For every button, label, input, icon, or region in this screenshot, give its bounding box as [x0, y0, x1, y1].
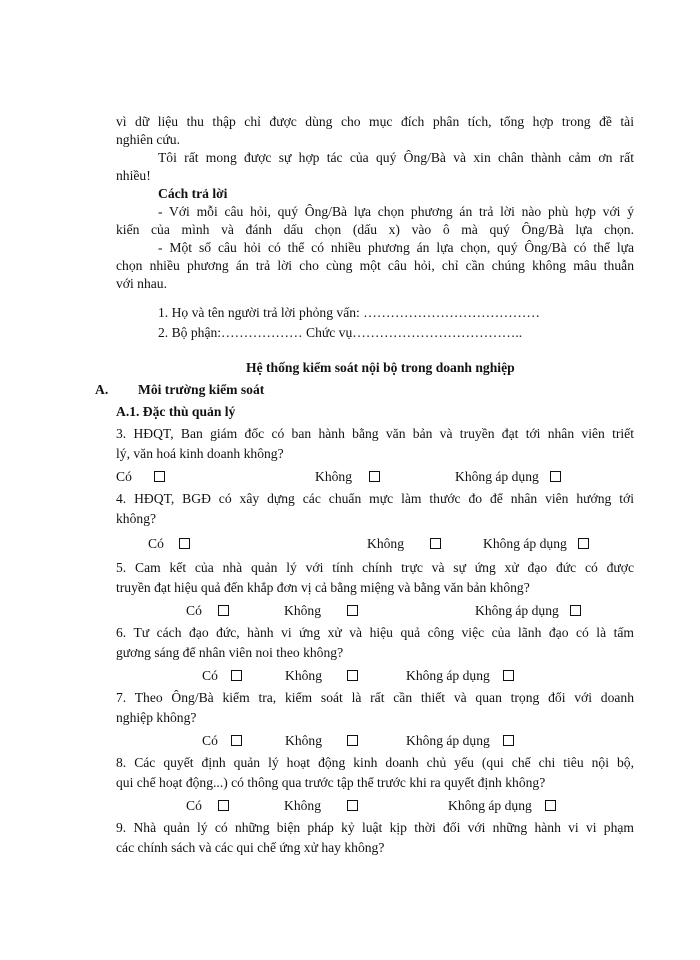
question-4: 4. HĐQT, BGĐ có xây dựng các chuẩn mực làm thước đo để nhân viên hướng tới [116, 491, 634, 506]
question-7: 7. Theo Ông/Bà kiểm tra, kiểm soát là rất cần thiết và quan trọng đối với doanh [116, 690, 634, 705]
option-label: Không áp dụng [406, 733, 490, 748]
checkbox-icon[interactable] [347, 670, 358, 681]
q3-option-na[interactable] [455, 468, 561, 486]
checkbox-icon[interactable] [503, 670, 514, 681]
option-label: Không [367, 536, 405, 551]
checkbox-icon[interactable] [550, 471, 561, 482]
checkbox-icon[interactable] [231, 735, 242, 746]
question-5: 5. Cam kết của nhà quản lý với tính chính trực và sự ứng xử đạo đức có được [116, 560, 634, 575]
option-label: Không áp dụng [475, 603, 559, 618]
option-label: Có [202, 733, 218, 748]
checkbox-icon[interactable] [154, 471, 165, 482]
section-letter: A. [95, 382, 109, 397]
answer-guide-text: - Với mỗi câu hỏi, quý Ông/Bà lựa chọn phương án trả lời nào phù hợp với ý [158, 204, 634, 219]
respondent-name-field[interactable]: 1. Họ và tên người trả lời phỏng vấn: ………………………………… [158, 305, 540, 320]
checkbox-icon[interactable] [430, 538, 441, 549]
question-4: không? [116, 511, 157, 526]
option-label: Có [116, 469, 132, 484]
thanks-text: Tôi rất mong được sự hợp tác của quý Ông/Bà và xin chân thành cảm ơn rất [158, 150, 634, 165]
q8-option-no[interactable] [284, 797, 358, 815]
intro-text: vì dữ liệu thu thập chỉ được dùng cho mục đích phân tích, tổng hợp trong đề tài [116, 114, 634, 129]
question-3: lý, văn hoá kinh doanh không? [116, 446, 284, 461]
checkbox-icon[interactable] [218, 800, 229, 811]
option-label: Có [148, 536, 164, 551]
q4-option-yes[interactable] [148, 535, 190, 553]
q6-option-na[interactable] [406, 667, 514, 685]
q3-option-yes[interactable] [116, 468, 165, 486]
option-label: Có [186, 798, 202, 813]
answer-guide-text: kiến của mình và đánh dấu chọn (dấu x) vào ô mà quý Ông/Bà lựa chọn. [116, 222, 634, 237]
question-8: 8. Các quyết định quản lý hoạt động kinh doanh chủ yếu (qui chế chi tiêu nội bộ, [116, 755, 634, 770]
checkbox-icon[interactable] [347, 800, 358, 811]
option-label: Không [284, 798, 322, 813]
option-label: Không [285, 668, 323, 683]
checkbox-icon[interactable] [231, 670, 242, 681]
answer-guide-text: chọn nhiều phương án trả lời cho cùng một câu hỏi, chỉ cần chúng không mâu thuẫn [116, 258, 634, 273]
q8-option-na[interactable] [448, 797, 556, 815]
option-label: Không [315, 469, 353, 484]
checkbox-icon[interactable] [179, 538, 190, 549]
option-label: Có [186, 603, 202, 618]
section-heading: Hệ thống kiểm soát nội bộ trong doanh nghiệp [246, 360, 515, 375]
q6-option-no[interactable] [285, 667, 358, 685]
q7-option-yes[interactable] [202, 732, 242, 750]
question-9: 9. Nhà quản lý có những biện pháp kỷ luật kịp thời đối với những hành vi vi phạm [116, 820, 634, 835]
option-label: Không áp dụng [455, 469, 539, 484]
section-title: Môi trường kiểm soát [138, 382, 265, 397]
option-label: Không áp dụng [483, 536, 567, 551]
question-6: gương sáng để nhân viên noi theo không? [116, 645, 344, 660]
q3-option-no[interactable] [315, 468, 380, 486]
checkbox-icon[interactable] [570, 605, 581, 616]
checkbox-icon[interactable] [369, 471, 380, 482]
answer-guide-title: Cách trả lời [158, 186, 228, 201]
q5-option-no[interactable] [284, 602, 358, 620]
option-label: Không [285, 733, 323, 748]
question-8: qui chế hoạt động...) có thông qua trước tập thể trước khi ra quyết định không? [116, 775, 546, 790]
q8-option-yes[interactable] [186, 797, 229, 815]
q4-option-no[interactable] [367, 535, 441, 553]
q6-option-yes[interactable] [202, 667, 242, 685]
question-5: truyền đạt hiệu quả đến khắp đơn vị cả bằng miệng và bằng văn bản không? [116, 580, 530, 595]
q5-option-na[interactable] [475, 602, 581, 620]
checkbox-icon[interactable] [347, 735, 358, 746]
checkbox-icon[interactable] [218, 605, 229, 616]
q5-option-yes[interactable] [186, 602, 229, 620]
checkbox-icon[interactable] [545, 800, 556, 811]
answer-guide-text: với nhau. [116, 276, 167, 291]
thanks-text: nhiều! [116, 168, 151, 183]
option-label: Không áp dụng [448, 798, 532, 813]
option-label: Không [284, 603, 322, 618]
q7-option-no[interactable] [285, 732, 358, 750]
respondent-department-field[interactable]: 2. Bộ phận:……………… Chức vụ……………………………….. [158, 325, 523, 340]
question-3: 3. HĐQT, Ban giám đốc có ban hành bằng văn bản và truyền đạt tới nhân viên triết [116, 426, 634, 441]
question-9: các chính sách và các qui chế ứng xử hay không? [116, 840, 385, 855]
checkbox-icon[interactable] [578, 538, 589, 549]
checkbox-icon[interactable] [347, 605, 358, 616]
checkbox-icon[interactable] [503, 735, 514, 746]
question-6: 6. Tư cách đạo đức, hành vi ứng xử và hiệu quả công việc của lãnh đạo có là tấm [116, 625, 634, 640]
q7-option-na[interactable] [406, 732, 514, 750]
question-7: nghiệp không? [116, 710, 197, 725]
option-label: Không áp dụng [406, 668, 490, 683]
q4-option-na[interactable] [483, 535, 589, 553]
option-label: Có [202, 668, 218, 683]
answer-guide-text: - Một số câu hỏi có thể có nhiều phương án lựa chọn, quý Ông/Bà có thể lựa [158, 240, 634, 255]
subsection-title: A.1. Đặc thù quản lý [116, 404, 236, 419]
intro-text: nghiên cứu. [116, 132, 180, 147]
